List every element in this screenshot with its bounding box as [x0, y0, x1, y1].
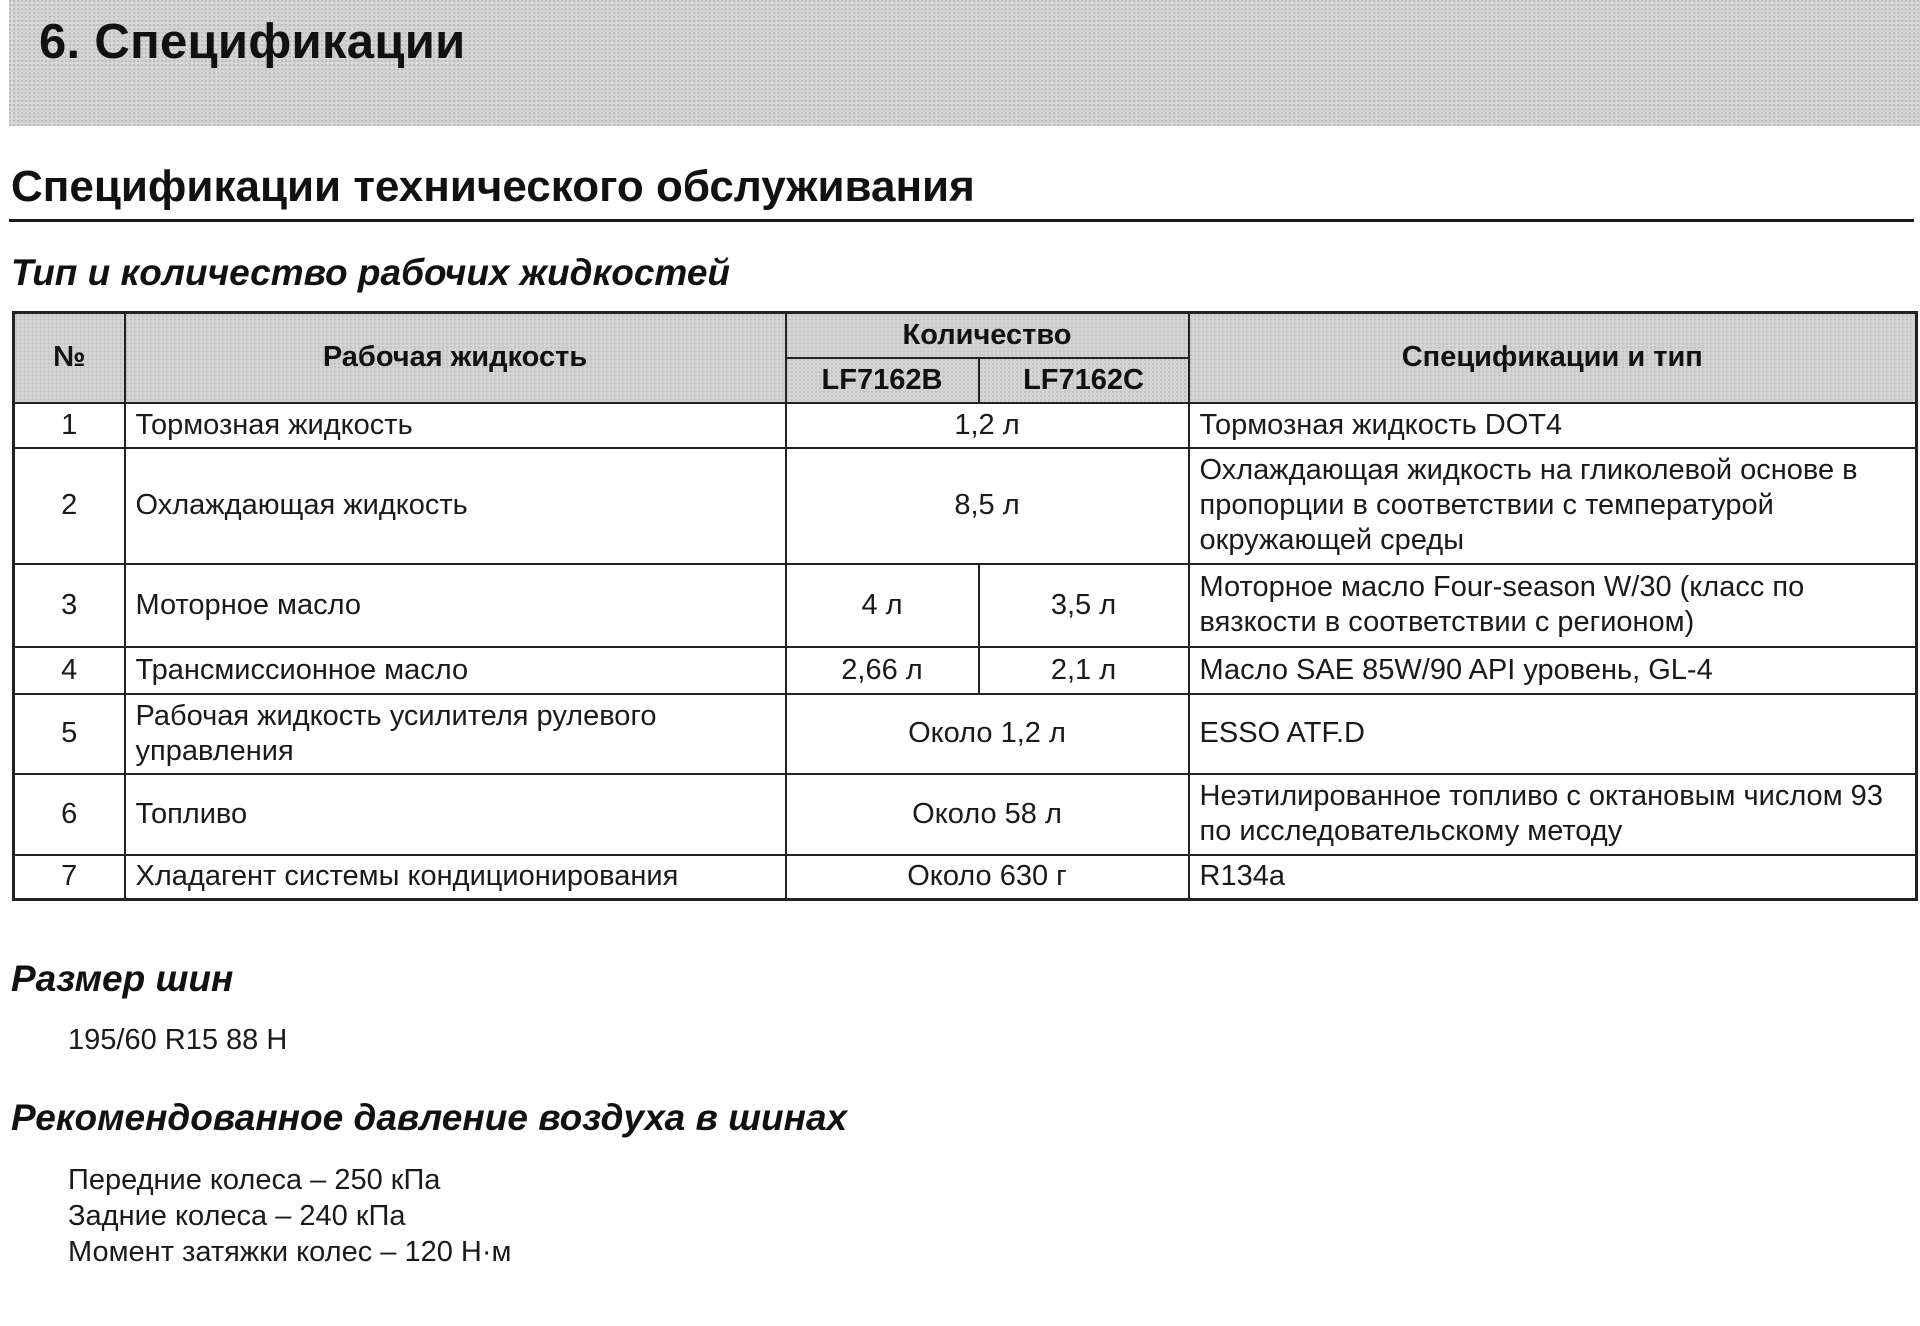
wheel-torque: Момент затяжки колес – 120 Н·м — [68, 1236, 512, 1268]
header-model-b: LF7162B — [786, 358, 979, 403]
fluid-spec: Масло SAE 85W/90 API уровень, GL-4 — [1189, 647, 1917, 694]
chapter-title: 6. Спецификации — [39, 15, 466, 69]
section-divider — [9, 219, 1914, 222]
table-row — [14, 774, 1917, 855]
rear-wheel-pressure: Задние колеса – 240 кПа — [68, 1200, 406, 1232]
front-wheel-pressure: Передние колеса – 250 кПа — [68, 1164, 441, 1196]
row-number: 3 — [14, 564, 125, 647]
fluid-spec: R134a — [1189, 855, 1917, 900]
row-number: 6 — [14, 774, 125, 855]
fluid-quantity-lf7162b: 4 л — [786, 564, 979, 647]
fluid-quantity: 8,5 л — [786, 448, 1189, 564]
fluid-spec: Тормозная жидкость DOT4 — [1189, 403, 1917, 448]
section-title: Спецификации технического обслуживания — [11, 162, 975, 211]
fluid-quantity: Около 1,2 л — [786, 694, 1189, 774]
fluids-table — [12, 311, 1918, 901]
fluid-quantity-lf7162c: 3,5 л — [979, 564, 1189, 647]
header-model-c: LF7162C — [979, 358, 1189, 403]
row-number: 5 — [14, 694, 125, 774]
chapter-header-band — [9, 0, 1920, 126]
header-no: № — [14, 313, 125, 403]
fluid-spec: ESSO ATF.D — [1189, 694, 1917, 774]
fluid-name: Хладагент системы кондиционирования — [125, 855, 786, 900]
header-spec: Спецификации и тип — [1189, 313, 1917, 403]
tire-size-value: 195/60 R15 88 H — [68, 1024, 288, 1056]
fluid-quantity: 1,2 л — [786, 403, 1189, 448]
fluid-name: Охлаждающая жидкость — [125, 448, 786, 564]
fluid-spec: Моторное масло Four-season W/30 (класс по вязкости в соответствии с регионом) — [1189, 564, 1917, 647]
fluid-name: Моторное масло — [125, 564, 786, 647]
table-row — [14, 564, 1917, 647]
table-row — [14, 403, 1917, 448]
table-row — [14, 855, 1917, 900]
row-number: 1 — [14, 403, 125, 448]
fluid-name: Трансмиссионное масло — [125, 647, 786, 694]
fluids-table-title: Тип и количество рабочих жидкостей — [11, 252, 731, 293]
tire-size-title: Размер шин — [11, 958, 234, 999]
fluid-quantity: Около 58 л — [786, 774, 1189, 855]
tire-pressure-block — [68, 1162, 511, 1270]
table-row — [14, 647, 1917, 694]
fluid-spec: Охлаждающая жидкость на гликолевой основе в пропорции в соответствии с температурой окружающей среды — [1189, 448, 1917, 564]
table-row — [14, 694, 1917, 774]
row-number: 7 — [14, 855, 125, 900]
fluid-quantity-lf7162c: 2,1 л — [979, 647, 1189, 694]
fluid-name: Топливо — [125, 774, 786, 855]
tire-pressure-title: Рекомендованное давление воздуха в шинах — [11, 1097, 848, 1138]
row-number: 4 — [14, 647, 125, 694]
fluid-name: Тормозная жидкость — [125, 403, 786, 448]
fluid-spec: Неэтилированное топливо с октановым числом 93 по исследовательскому методу — [1189, 774, 1917, 855]
table-row — [14, 448, 1917, 564]
fluid-quantity-lf7162b: 2,66 л — [786, 647, 979, 694]
row-number: 2 — [14, 448, 125, 564]
fluid-name: Рабочая жидкость усилителя рулевого управления — [125, 694, 786, 774]
header-quantity: Количество — [786, 313, 1189, 358]
tire-size-block — [68, 1022, 287, 1058]
fluid-quantity: Около 630 г — [786, 855, 1189, 900]
header-fluid: Рабочая жидкость — [125, 313, 786, 403]
